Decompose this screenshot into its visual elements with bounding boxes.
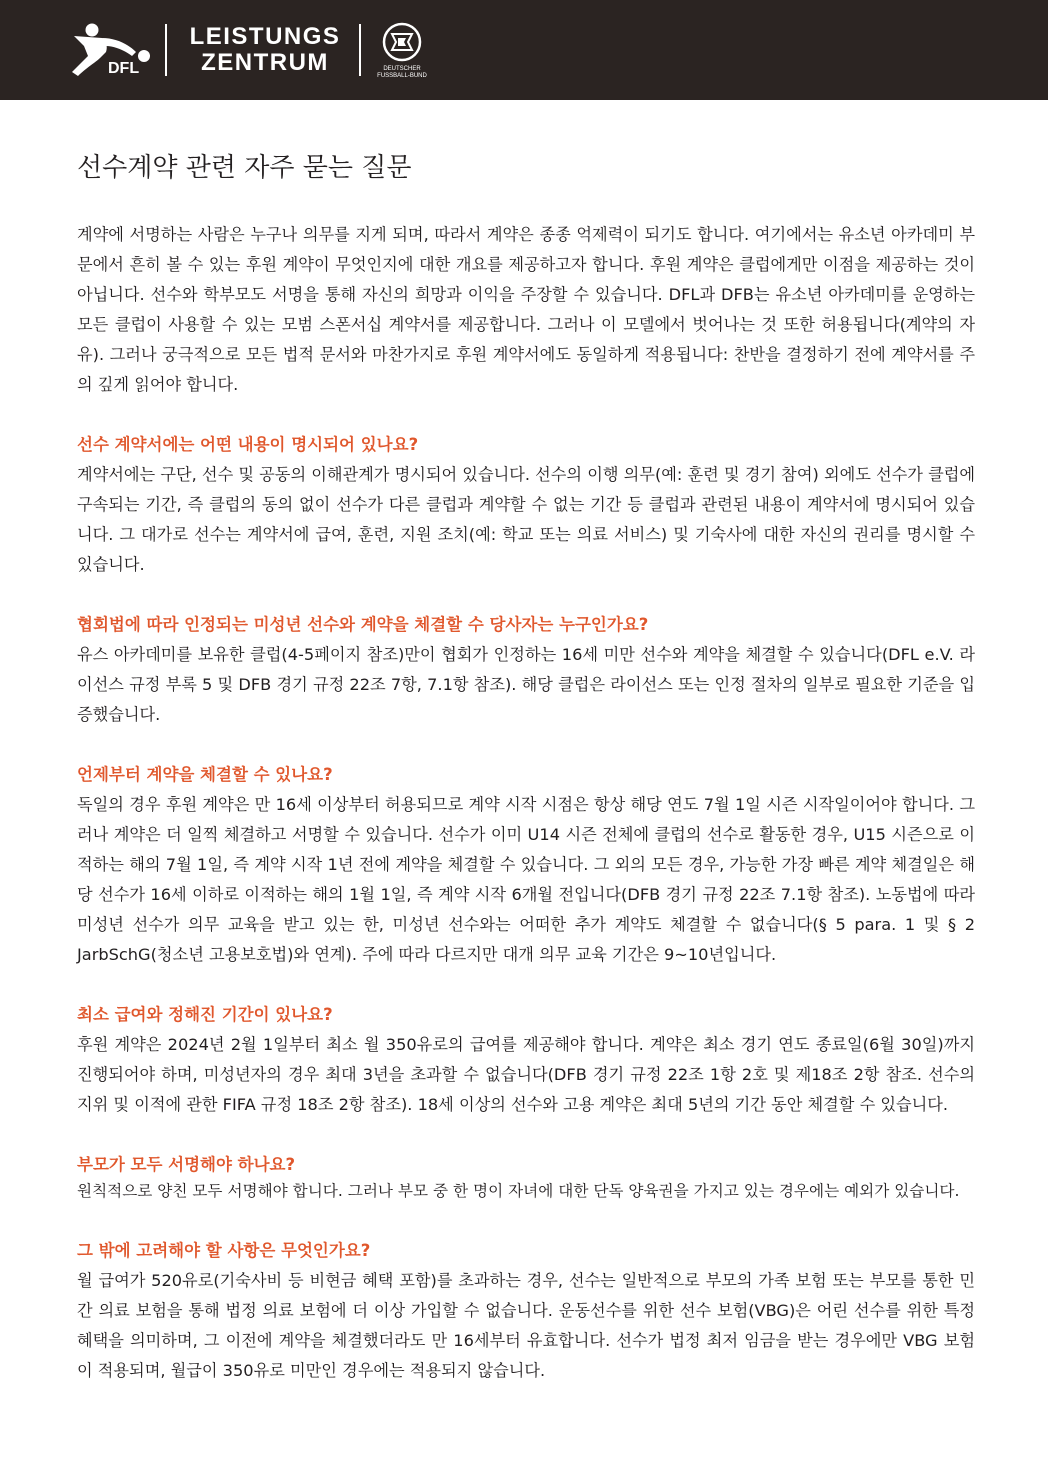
faq-answer: 후원 계약은 2024년 2월 1일부터 최소 월 350유로의 급여를 제공해야 합니다. 계약은 최소 경기 연도 종료일(6월 30일)까지 진행되어야 하며, 미성년자의 경우 최대 3년을 초과할 수 없습니다(DFB 경기 규정 22조 1항 2호 및 제18조 2항 참조. 선수의 지위 및 이적에 관한 FIFA 규정 18조 2항 참조). 18세 이상의 선수와 고용 계약은 최대 5년의 기간 동안 체결할 수 있습니다. xyxy=(77,1035,975,1114)
faq-section xyxy=(77,1000,975,1120)
faq-section xyxy=(77,610,975,730)
faq-answer: 월 급여가 520유로(기숙사비 등 비현금 혜택 포함)를 초과하는 경우, 선수는 일반적으로 부모의 가족 보험 또는 부모를 통한 민간 의료 보험을 통해 법정 의료 보험에 더 이상 가입할 수 없습니다. 운동선수를 위한 선수 보험(VBG)은 어린 선수를 위한 특정 혜택을 의미하며, 그 이전에 계약을 체결했더라도 만 16세부터 유효합니다. 선수가 법정 최저 임금을 받는 경우에만 VBG 보험이 적용되며, 월급이 350유로 미만인 경우에는 적용되지 않습니다. xyxy=(77,1271,975,1380)
faq-question: 언제부터 계약을 체결할 수 있나요? xyxy=(77,765,333,784)
leistungszentrum-label xyxy=(180,24,350,76)
faq-answer: 유스 아카데미를 보유한 클럽(4-5페이지 참조)만이 협회가 인정하는 16세 미만 선수와 계약을 체결할 수 있습니다(DFL e.V. 라이선스 규정 부록 5 및 DFB 경기 규정 22조 7항, 7.1항 참조). 해당 클럽은 라이선스 또는 인정 절차의 일부로 필요한 기준을 입증했습니다. xyxy=(77,645,975,724)
page-header xyxy=(0,0,1048,100)
faq-question: 협회법에 따라 인정되는 미성년 선수와 계약을 체결할 수 당사자는 누구인가요? xyxy=(77,615,649,634)
faq-answer: 계약서에는 구단, 선수 및 공동의 이해관계가 명시되어 있습니다. 선수의 이행 의무(예: 훈련 및 경기 참여) 외에도 선수가 클럽에 구속되는 기간, 즉 클럽의 동의 없이 선수가 다른 클럽과 계약할 수 없는 기간 등 클럽과 관련된 내용이 계약서에 명시되어 있습니다. 그 대가로 선수는 계약서에 급여, 훈련, 지원 조치(예: 학교 또는 의료 서비스) 및 기숙사에 대한 자신의 권리를 명시할 수 있습니다. xyxy=(77,465,975,574)
faq-answer: 원칙적으로 양친 모두 서명해야 합니다. 그러나 부모 중 한 명이 자녀에 대한 단독 양육권을 가지고 있는 경우에는 예외가 있습니다. xyxy=(77,1182,960,1200)
faq-question: 최소 급여와 정해진 기간이 있나요? xyxy=(77,1005,333,1024)
intro-paragraph: 계약에 서명하는 사람은 누구나 의무를 지게 되며, 따라서 계약은 종종 억제력이 되기도 합니다. 여기에서는 유소년 아카데미 부문에서 흔히 볼 수 있는 후원 계약이 무엇인지에 대한 개요를 제공하고자 합니다. 후원 계약은 클럽에게만 이점을 제공하는 것이 아닙니다. 선수와 학부모도 서명을 통해 자신의 희망과 이익을 주장할 수 있습니다. DFL과 DFB는 유소년 아카데미를 운영하는 모든 클럽이 사용할 수 있는 모범 스폰서십 계약서를 제공합니다. 그러나 이 모델에서 벗어나는 것 또한 허용됩니다(계약의 자유). 그러나 궁극적으로 모든 법적 문서와 마찬가지로 후원 계약서에도 동일하게 적용됩니다: 찬반을 결정하기 전에 계약서를 주의 깊게 읽어야 합니다. xyxy=(77,225,976,394)
header-divider xyxy=(359,24,361,76)
faq-answer: 독일의 경우 후원 계약은 만 16세 이상부터 허용되므로 계약 시작 시점은 항상 해당 연도 7월 1일 시즌 시작일이어야 합니다. 그러나 계약은 더 일찍 체결하고 서명할 수 있습니다. 선수가 이미 U14 시즌 전체에 클럽의 선수로 활동한 경우, U15 시즌으로 이적하는 해의 7월 1일, 즉 계약 시작 1년 전에 계약을 체결할 수 있습니다. 그 외의 모든 경우, 가능한 가장 빠른 계약 체결일은 해당 선수가 16세 이하로 이적하는 해의 1월 1일, 즉 계약 시작 6개월 전입니다(DFB 경기 규정 22조 7.1항 참조). 노동법에 따라 미성년 선수가 의무 교육을 받고 있는 한, 미성년 선수와는 어떠한 추가 계약도 체결할 수 없습니다(§ 5 para. 1 및 § 2 JarbSchG(청소년 고용보호법)와 연계). 주에 따라 다르지만 대개 의무 교육 기간은 9~10년입니다. xyxy=(77,795,975,964)
faq-question: 부모가 모두 서명해야 하나요? xyxy=(77,1155,296,1174)
faq-section xyxy=(77,1150,975,1202)
dfl-logo-text: DFL xyxy=(108,60,140,77)
page-title: 선수계약 관련 자주 묻는 질문 xyxy=(77,153,412,183)
faq-question: 선수 계약서에는 어떤 내용이 명시되어 있나요? xyxy=(77,435,419,454)
dfb-caption-line2: FUSSBALL-BUND xyxy=(377,73,427,79)
faq-section xyxy=(77,1236,975,1386)
dfb-caption xyxy=(366,66,438,80)
faq-section xyxy=(77,430,975,580)
dfb-caption-line1: DEUTSCHER xyxy=(383,66,421,72)
header-divider xyxy=(165,24,167,76)
faq-section xyxy=(77,760,975,970)
leistungszentrum-line1: LEISTUNGS xyxy=(189,23,341,50)
faq-question: 그 밖에 고려해야 할 사항은 무엇인가요? xyxy=(77,1241,371,1260)
leistungszentrum-line2: ZENTRUM xyxy=(201,49,329,76)
document-body xyxy=(77,150,975,1416)
